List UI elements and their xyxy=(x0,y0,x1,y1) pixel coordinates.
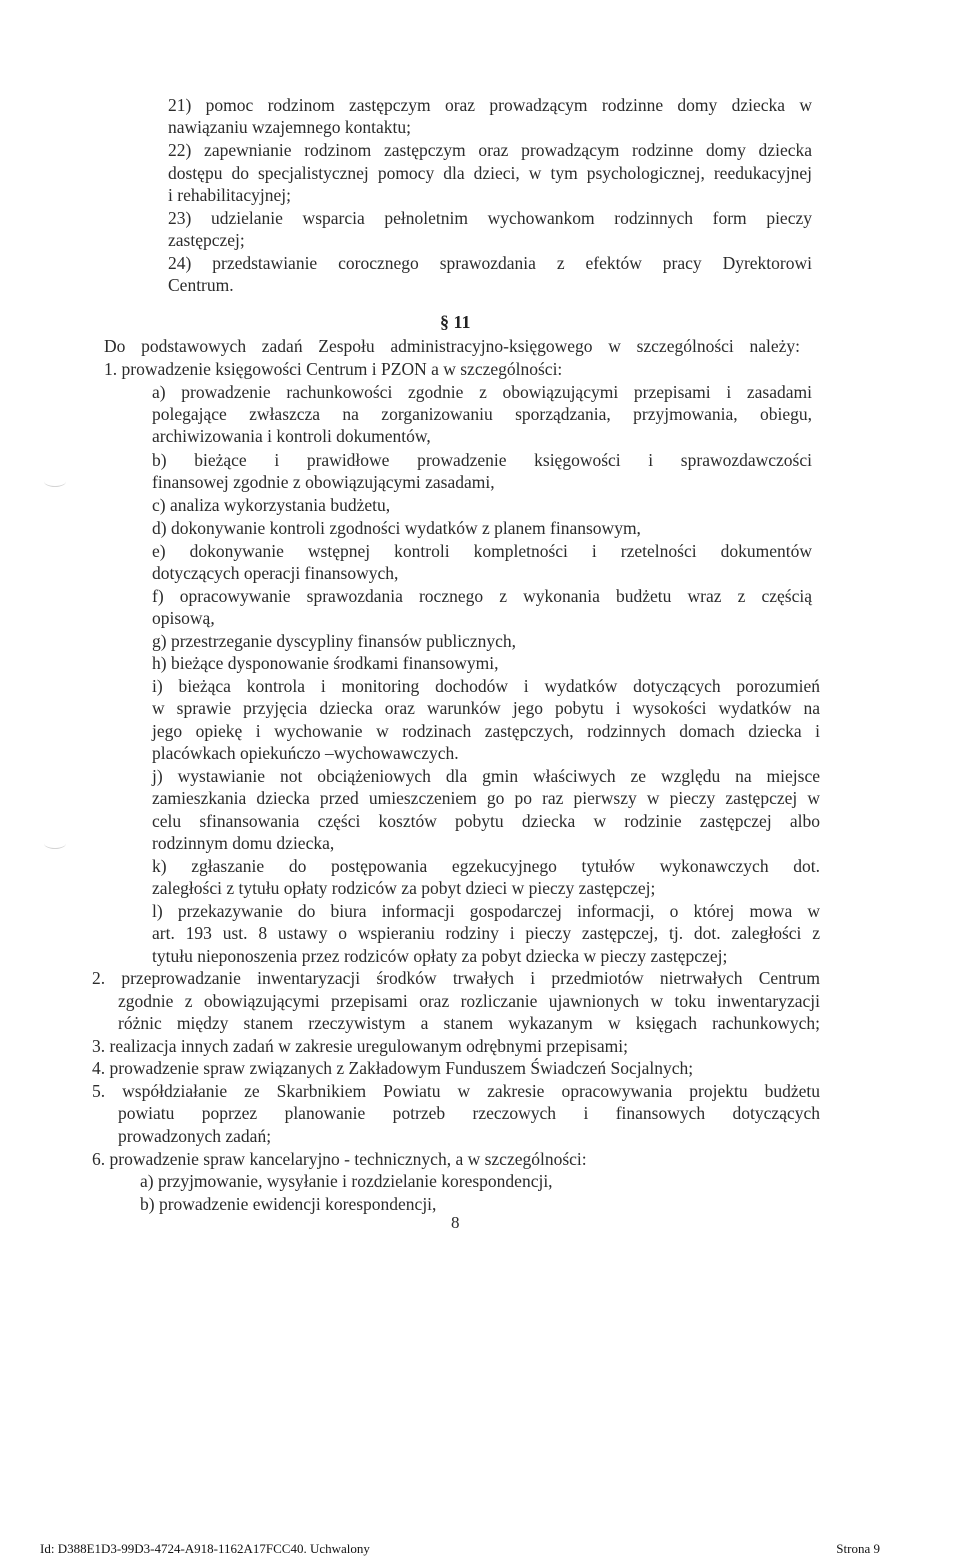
text-line: archiwizowania i kontroli dokumentów, xyxy=(152,426,431,446)
scan-margin-mark xyxy=(44,476,66,487)
text-line: f) opracowywanie sprawozdania rocznego z wykonania budżetu wraz z częścią xyxy=(152,586,812,606)
text-line: dotyczących operacji finansowych, xyxy=(152,563,399,583)
text-line: art. 193 ust. 8 ustawy o wspieraniu rodziny i pieczy zastępczej, tj. dot. zaległości z xyxy=(152,923,820,943)
text-line: zgodnie z obowiązującymi przepisami oraz rozliczanie ujawnionych w toku inwentaryzacji xyxy=(118,991,820,1011)
text-line: 21) pomoc rodzinom zastępczym oraz prowadzącym rodzinne domy dziecka w xyxy=(168,95,812,115)
text-line: a) przyjmowanie, wysyłanie i rozdzielanie korespondencji, xyxy=(140,1171,553,1191)
text-line: 3. realizacja innych zadań w zakresie uregulowanym odrębnymi przepisami; xyxy=(92,1036,628,1056)
text-line: a) prowadzenie rachunkowości zgodnie z obowiązującymi przepisami i zasadami xyxy=(152,382,812,402)
text-line: 4. prowadzenie spraw związanych z Zakładowym Funduszem Świadczeń Socjalnych; xyxy=(92,1058,694,1078)
text-line: j) wystawianie not obciążeniowych dla gmin właściwych ze względu na miejsce xyxy=(152,766,820,786)
text-line: rodzinnym domu dziecka, xyxy=(152,833,335,853)
text-line: l) przekazywanie do biura informacji gospodarczej informacji, o której mowa w xyxy=(152,901,820,921)
text-line: opisową, xyxy=(152,608,215,628)
text-line: nawiązaniu wzajemnego kontaktu; xyxy=(168,117,411,137)
text-line: b) bieżące i prawidłowe prowadzenie księgowości i sprawozdawczości xyxy=(152,450,812,470)
text-line: 2. przeprowadzanie inwentaryzacji środków trwałych i przedmiotów nietrwałych Centrum xyxy=(92,968,820,988)
text-line: 5. współdziałanie ze Skarbnikiem Powiatu w zakresie opracowywania projektu budżetu xyxy=(92,1081,820,1101)
text-line: c) analiza wykorzystania budżetu, xyxy=(152,495,391,515)
text-line: jego opiekę i wychowanie w rodzinach zastępczych, rodzinnych domach dziecka i xyxy=(152,721,820,741)
text-line: prowadzonych zadań; xyxy=(118,1126,272,1146)
text-line: celu sfinansowania części kosztów pobytu dziecka w rodzinie zastępczej albo xyxy=(152,811,820,831)
text-line: w sprawie przyjęcia dziecka oraz warunków jego pobytu i wysokości wydatków na xyxy=(152,698,820,718)
section-heading: § 11 xyxy=(440,312,471,332)
text-line: i rehabilitacyjnej; xyxy=(168,185,291,205)
text-line: k) zgłaszanie do postępowania egzekucyjnego tytułów wykonawczych dot. xyxy=(152,856,820,876)
scan-margin-mark xyxy=(44,838,66,849)
text-line: i) bieżąca kontrola i monitoring dochodów i wydatków dotyczących porozumień xyxy=(152,676,820,696)
text-line: różnic między stanem rzeczywistym a stanem wykazanym w księgach rachunkowych; xyxy=(118,1013,820,1033)
text-line: Centrum. xyxy=(168,275,234,295)
footer-page-label: Strona 9 xyxy=(836,1541,880,1556)
text-line: g) przestrzeganie dyscypliny finansów publicznych, xyxy=(152,631,516,651)
text-line: zaległości z tytułu opłaty rodziców za pobyt dzieci w pieczy zastępczej; xyxy=(152,878,656,898)
text-line: finansowej zgodnie z obowiązującymi zasadami, xyxy=(152,472,495,492)
text-line: h) bieżące dysponowanie środkami finansowymi, xyxy=(152,653,499,673)
text-line: 1. prowadzenie księgowości Centrum i PZON a w szczególności: xyxy=(104,359,563,379)
text-line: polegające zwłaszcza na zorganizowaniu sporządzania, przyjmowania, obiegu, xyxy=(152,404,812,424)
text-line: 6. prowadzenie spraw kancelaryjno - technicznych, a w szczególności: xyxy=(92,1149,587,1169)
text-line: powiatu poprzez planowanie potrzeb rzeczowych i finansowych dotyczących xyxy=(118,1103,820,1123)
text-line: placówkach opiekuńczo –wychowawczych. xyxy=(152,743,459,763)
text-line: e) dokonywanie wstępnej kontroli kompletności i rzetelności dokumentów xyxy=(152,541,812,561)
text-line: zamieszkania dziecka przed umieszczeniem go po raz pierwszy w pieczy zastępczej w xyxy=(152,788,820,808)
text-line: 24) przedstawianie corocznego sprawozdania z efektów pracy Dyrektorowi xyxy=(168,253,812,273)
text-line: 22) zapewnianie rodzinom zastępczym oraz prowadzącym rodzinne domy dziecka xyxy=(168,140,812,160)
footer-document-id: Id: D388E1D3-99D3-4724-A918-1162A17FCC40. Uchwalony xyxy=(40,1541,370,1556)
page-number: 8 xyxy=(451,1213,460,1232)
text-line: zastępczej; xyxy=(168,230,245,250)
text-line: tytułu nieponoszenia przez rodziców opłaty za pobyt dziecka w pieczy zastępczej; xyxy=(152,946,728,966)
text-line: b) prowadzenie ewidencji korespondencji, xyxy=(140,1194,437,1214)
text-line: Do podstawowych zadań Zespołu administracyjno-księgowego w szczególności należy: xyxy=(104,336,800,356)
text-line: dostępu do specjalistycznej pomocy dla dzieci, w tym psychologicznej, reedukacyjnej xyxy=(168,163,812,183)
text-line: 23) udzielanie wsparcia pełnoletnim wychowankom rodzinnych form pieczy xyxy=(168,208,812,228)
text-line: d) dokonywanie kontroli zgodności wydatków z planem finansowym, xyxy=(152,518,641,538)
